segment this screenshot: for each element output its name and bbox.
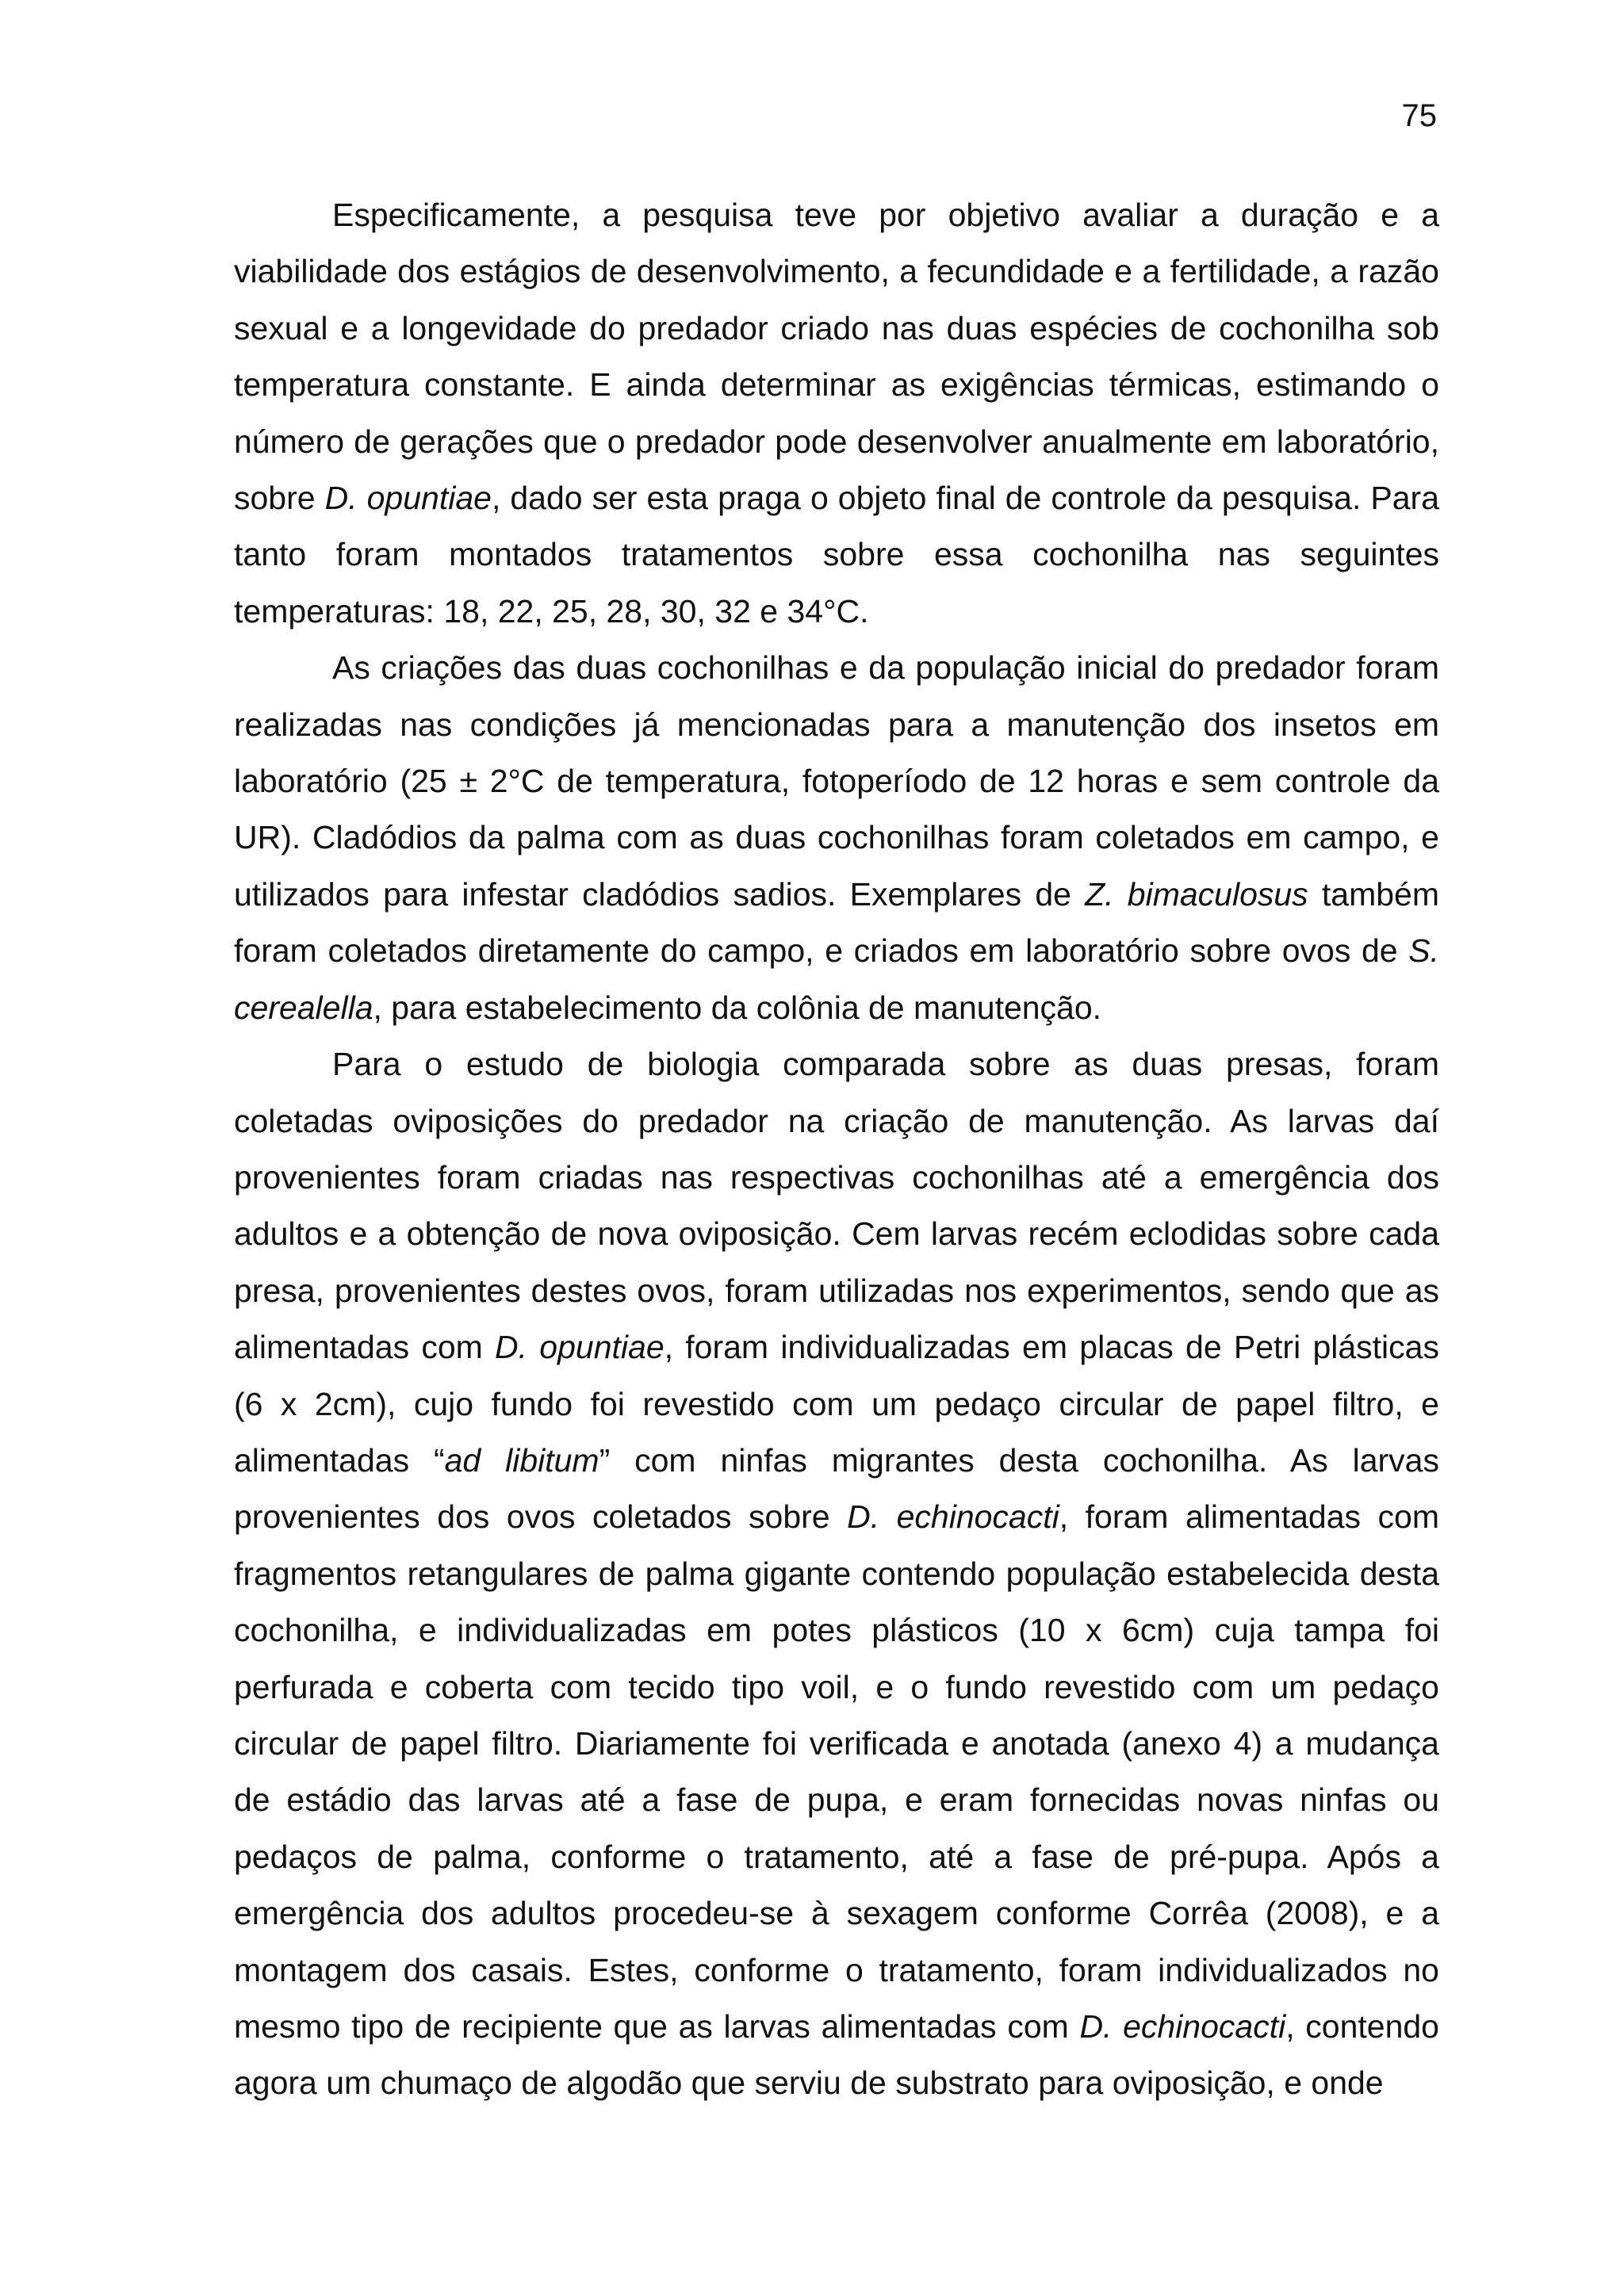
text-run: , foram alimentadas com fragmentos retangulares de palma gigante contendo população estabelecida desta cochonilha, e individualizadas em potes plásticos (10 x 6cm) cuja tampa foi perfurada e coberta com tecido tipo voil, e o fundo revestido com um pedaço circular de papel filtro. Diariamente foi verificada e anotada (anexo 4) a mudança de estádio das larvas até a fase de pupa, e eram fornecidas novas ninfas ou pedaços de palma, conforme o tratamento, até a fase de pré-pupa. Após a emergência dos adultos procedeu-se à sexagem conforme Corrêa (2008), e a montagem dos casais. Estes, conforme o tratamento, foram individualizados no mesmo tipo de recipiente que as larvas alimentadas com	[234, 1498, 1440, 2045]
text-run: , contendo agora um chumaço de algodão que serviu de substrato para oviposição, e onde	[234, 2008, 1439, 2102]
text-run: Para o estudo de biologia comparada sobre as duas presas, foram coletadas oviposições do predador na criação de manutenção. As larvas daí provenientes foram criadas nas respectivas cochonilhas até a emergência dos adultos e a obtenção de nova oviposição. Cem larvas recém eclodidas sobre cada presa, provenientes destes ovos, foram utilizadas nos experimentos, sendo que as alimentadas com	[234, 1046, 1439, 1366]
body-text	[234, 187, 1439, 2112]
paragraph	[234, 1036, 1439, 2112]
species-name: D. opuntiae	[324, 480, 492, 517]
paragraph	[234, 640, 1439, 1036]
latin-term: ad libitum	[444, 1441, 599, 1479]
text-run: ” com ninfas migrantes desta cochonilha. As larvas provenientes dos ovos coletados sobre	[234, 1441, 1439, 1536]
text-run: , para estabelecimento da colônia de manutenção.	[373, 989, 1102, 1026]
text-run: , foram individualizadas em placas de Petri plásticas (6 x 2cm), cujo fundo foi revestido com um pedaço circular de papel filtro, e alimentadas “	[234, 1329, 1439, 1479]
species-name: D. echinocacti	[1079, 2008, 1286, 2045]
text-run: também foram coletados diretamente do campo, e criados em laboratório sobre ovos de	[234, 875, 1439, 970]
species-name: S. cerealella	[234, 932, 1439, 1026]
species-name: D. echinocacti	[847, 1498, 1059, 1536]
text-run: , dado ser esta praga o objeto final de controle da pesquisa. Para tanto foram montados tratamentos sobre essa cochonilha nas seguintes temperaturas: 18, 22, 25, 28, 30, 32 e 34°C.	[234, 480, 1439, 629]
species-name: Z. bimaculosus	[1085, 875, 1308, 913]
text-run: Especificamente, a pesquisa teve por objetivo avaliar a duração e a viabilidade dos estágios de desenvolvimento, a fecundidade e a fertilidade, a razão sexual e a longevidade do predador criado nas duas espécies de cochonilha sob temperatura constante. E ainda determinar as exigências térmicas, estimando o número de gerações que o predador pode desenvolver anualmente em laboratório, sobre	[234, 197, 1439, 517]
page-number: 75	[1401, 98, 1437, 133]
text-run: As criações das duas cochonilhas e da população inicial do predador foram realizadas nas condições já mencionadas para a manutenção dos insetos em laboratório (25 ± 2°C de temperatura, fotoperíodo de 12 horas e sem controle da UR). Cladódios da palma com as duas cochonilhas foram coletados em campo, e utilizados para infestar cladódios sadios. Exemplares de	[234, 649, 1439, 913]
paragraph	[234, 187, 1439, 640]
species-name: D. opuntiae	[495, 1329, 665, 1366]
